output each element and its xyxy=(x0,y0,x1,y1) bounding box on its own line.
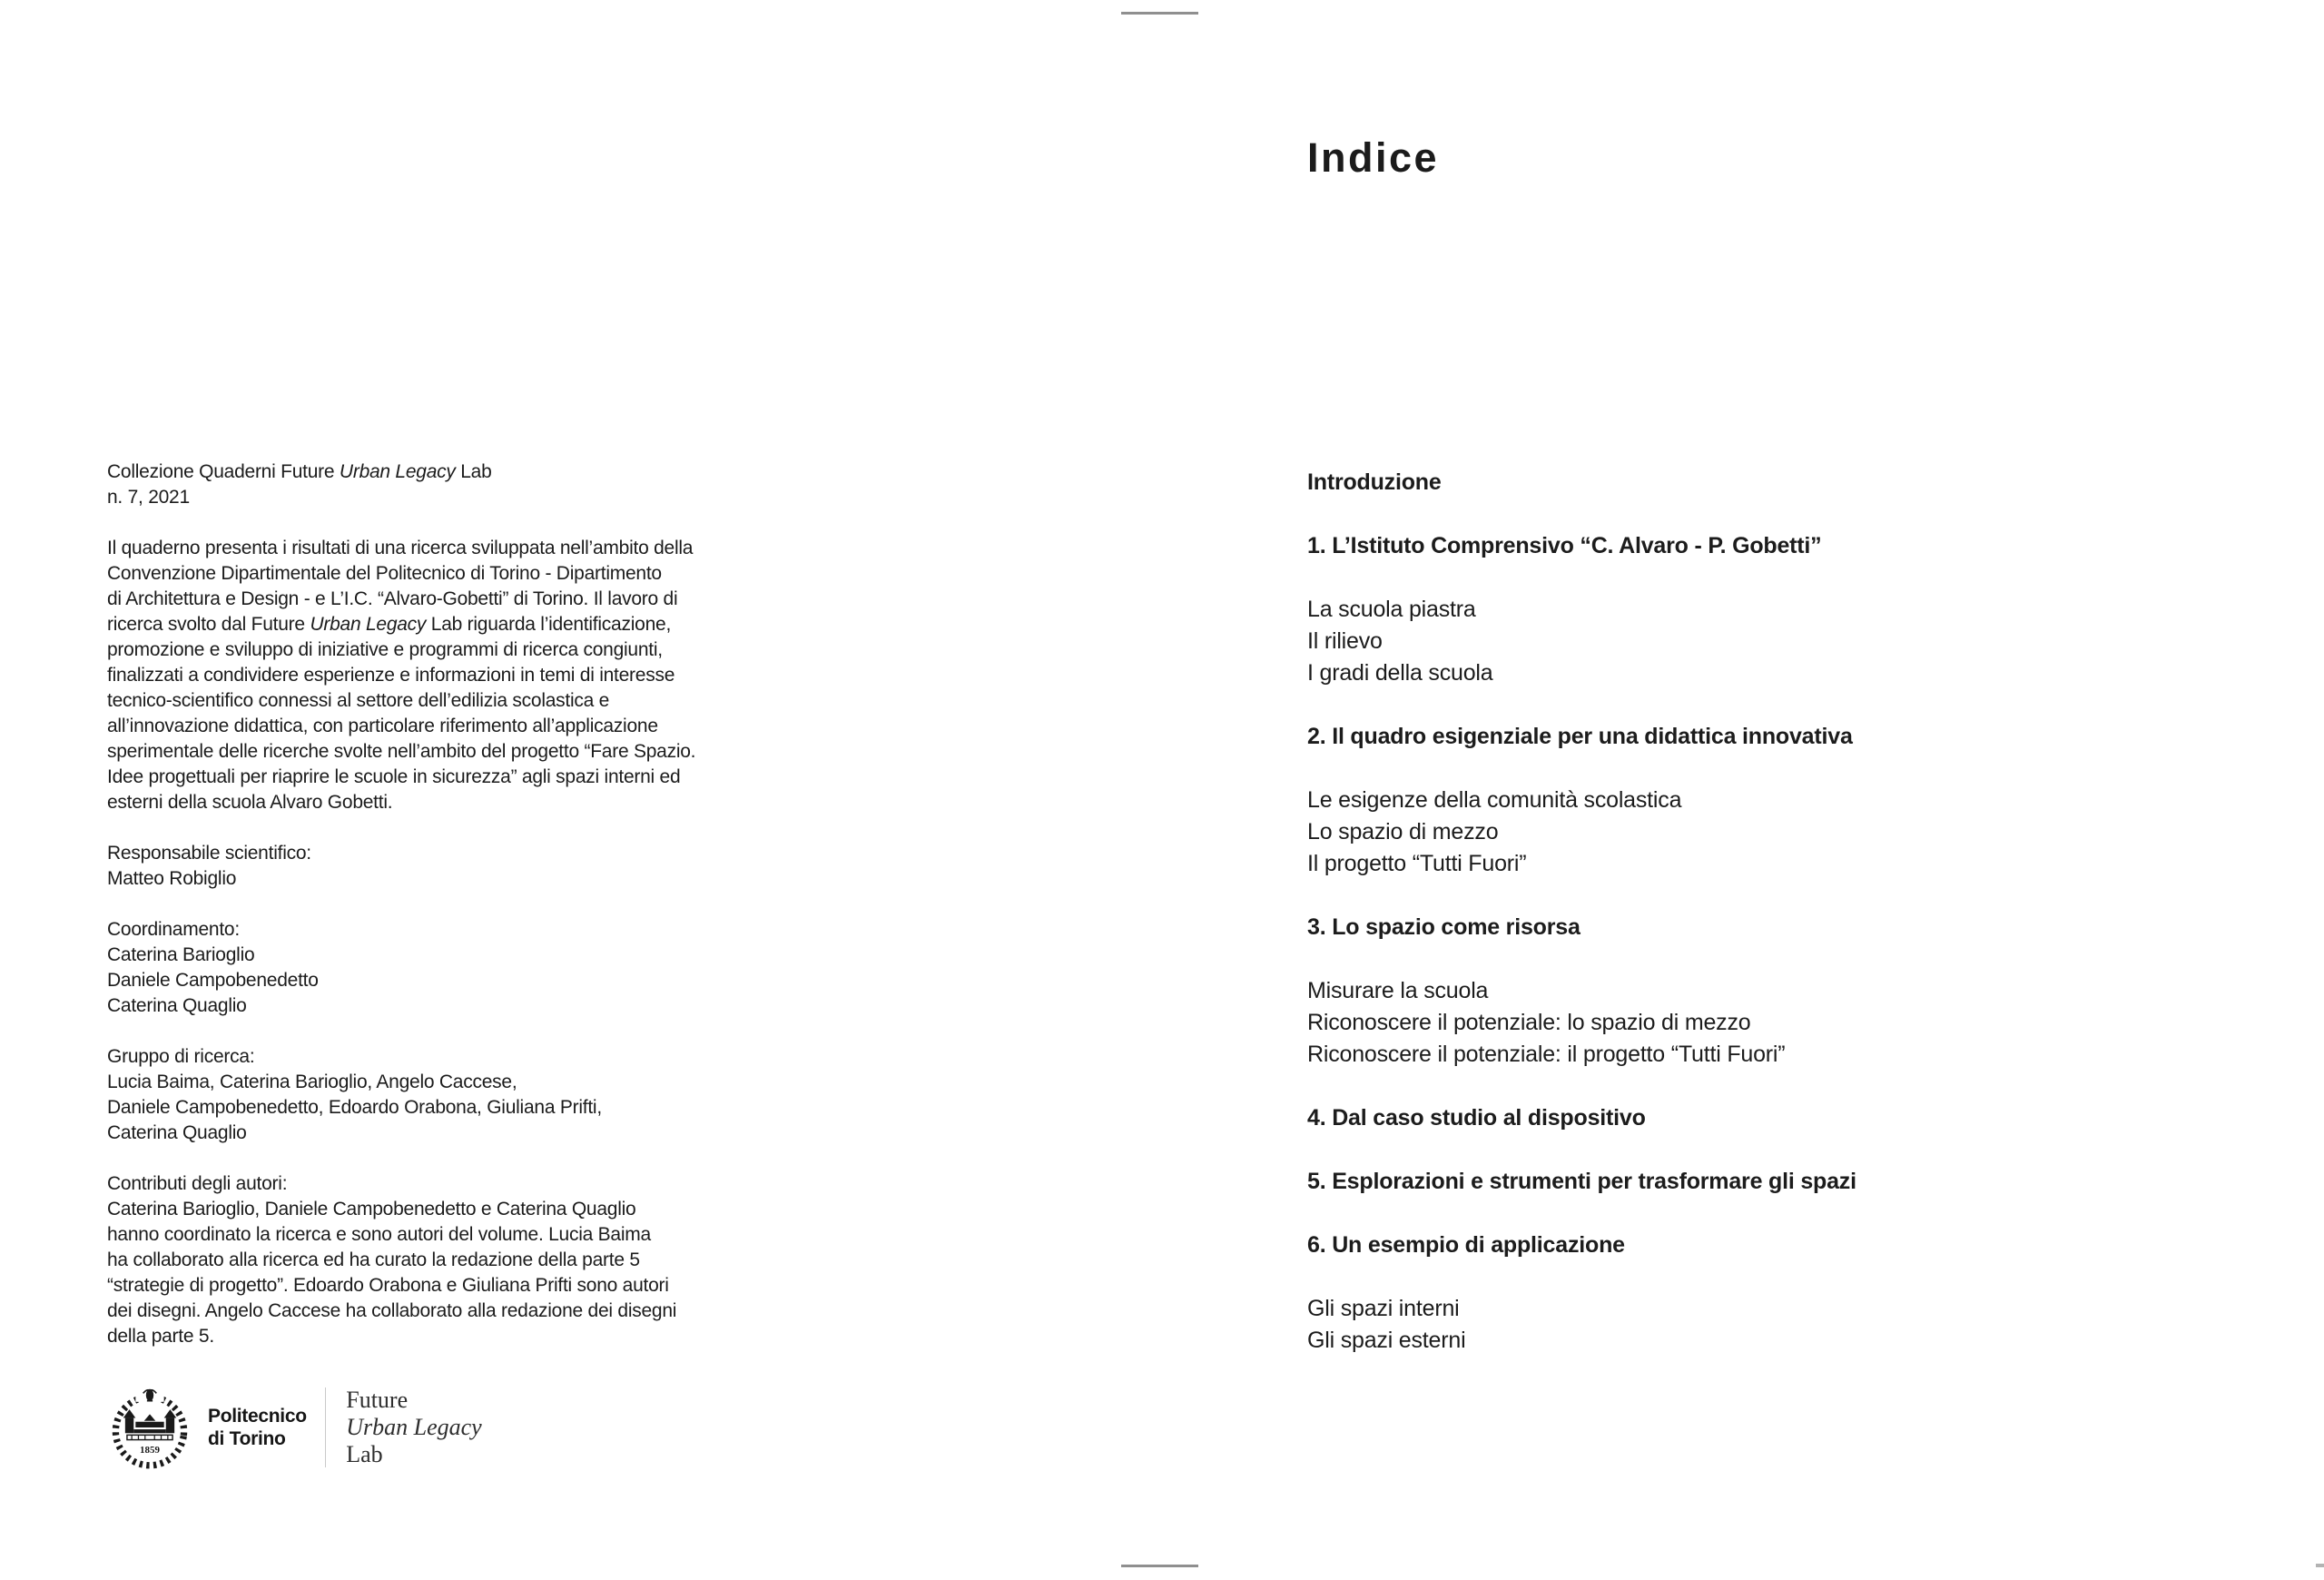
index-heading-introduzione: Introduzione xyxy=(1307,469,1442,495)
index-list xyxy=(1307,467,2215,1357)
coordination-name: Daniele Campobenedetto xyxy=(107,970,319,991)
abstract-line: Il quaderno presenta i risultati di una ricerca sviluppata nell’ambito della xyxy=(107,538,694,558)
index-heading-6: 6. Un esempio di applicazione xyxy=(1307,1232,1625,1258)
contributions-line: dei disegni. Angelo Caccese ha collaborato alla redazione dei disegni xyxy=(107,1300,677,1321)
scientific-lead-name: Matteo Robiglio xyxy=(107,868,237,889)
abstract-line: finalizzati a condividere esperienze e informazioni in temi di interesse xyxy=(107,665,675,686)
index-heading-5: 5. Esplorazioni e strumenti per trasformare gli spazi xyxy=(1307,1169,1856,1194)
coordination-name: Caterina Quaglio xyxy=(107,995,247,1016)
index-item: Gli spazi esterni xyxy=(1307,1328,1466,1353)
lab-name-line: Urban Legacy xyxy=(346,1414,482,1440)
research-group-label: Gruppo di ricerca: xyxy=(107,1046,255,1067)
collection-block xyxy=(107,459,924,510)
colophon-text xyxy=(107,459,924,1349)
index-items-1 xyxy=(1307,594,2215,689)
abstract-line: ricerca svolto dal Future Urban Legacy Lab riguarda l’identificazione, xyxy=(107,614,672,635)
scientific-lead-block xyxy=(107,841,924,892)
contributions-line: “strategie di progetto”. Edoardo Orabona e Giuliana Prifti sono autori xyxy=(107,1275,669,1296)
research-group-line: Lucia Baima, Caterina Barioglio, Angelo Caccese, xyxy=(107,1071,517,1092)
issue-line: n. 7, 2021 xyxy=(107,487,190,508)
lab-name-line: Future xyxy=(346,1387,409,1413)
contributions-label: Contributi degli autori: xyxy=(107,1173,288,1194)
scientific-lead-label: Responsabile scientifico: xyxy=(107,843,311,864)
index-item: Gli spazi interni xyxy=(1307,1296,1460,1321)
index-heading-4: 4. Dal caso studio al dispositivo xyxy=(1307,1105,1646,1131)
index-items-2 xyxy=(1307,785,2215,880)
index-items-6 xyxy=(1307,1293,2215,1357)
research-group-block xyxy=(107,1044,924,1146)
abstract-line: tecnico-scientifico connessi al settore dell’edilizia scolastica e xyxy=(107,690,610,711)
research-group-line: Daniele Campobenedetto, Edoardo Orabona, Giuliana Prifti, xyxy=(107,1097,602,1118)
politecnico-di-torino-logo xyxy=(107,1382,482,1473)
index-item: I gradi della scuola xyxy=(1307,660,1493,686)
index-item: Riconoscere il potenziale: il progetto “Tutti Fuori” xyxy=(1307,1042,1786,1067)
index-item: La scuola piastra xyxy=(1307,597,1476,622)
index-item: Il rilievo xyxy=(1307,628,1383,654)
index-heading-3: 3. Lo spazio come risorsa xyxy=(1307,914,1581,940)
abstract-line: esterni della scuola Alvaro Gobetti. xyxy=(107,792,393,813)
collection-line: Collezione Quaderni Future Urban Legacy Lab xyxy=(107,461,492,482)
page-title: Indice xyxy=(1307,134,1440,181)
right-edge-mark xyxy=(2316,1564,2324,1567)
index-heading-1: 1. L’Istituto Comprensivo “C. Alvaro - P. Gobetti” xyxy=(1307,533,1822,558)
abstract-line: di Architettura e Design - e L’I.C. “Alvaro-Gobetti” di Torino. Il lavoro di xyxy=(107,588,678,609)
research-group-line: Caterina Quaglio xyxy=(107,1122,247,1143)
abstract-block xyxy=(107,536,924,815)
coordination-name: Caterina Barioglio xyxy=(107,944,255,965)
index-item: Le esigenze della comunità scolastica xyxy=(1307,787,1682,813)
contributions-line: hanno coordinato la ricerca e sono autori del volume. Lucia Baima xyxy=(107,1224,651,1245)
contributions-block xyxy=(107,1171,924,1349)
contributions-line: della parte 5. xyxy=(107,1326,214,1347)
index-heading-2: 2. Il quadro esigenziale per una didattica innovativa xyxy=(1307,724,1853,749)
index-item: Lo spazio di mezzo xyxy=(1307,819,1499,844)
university-name xyxy=(208,1405,307,1450)
university-name-line: Politecnico xyxy=(208,1406,307,1427)
contributions-line: ha collaborato alla ricerca ed ha curato la redazione della parte 5 xyxy=(107,1249,640,1270)
coordination-label: Coordinamento: xyxy=(107,919,240,940)
bottom-center-fold-mark xyxy=(1121,1565,1198,1567)
index-item: Riconoscere il potenziale: lo spazio di mezzo xyxy=(1307,1010,1751,1035)
university-name-line: di Torino xyxy=(208,1428,286,1449)
contributions-line: Caterina Barioglio, Daniele Campobenedetto e Caterina Quaglio xyxy=(107,1199,636,1220)
abstract-line: promozione e sviluppo di iniziative e programmi di ricerca congiunti, xyxy=(107,639,663,660)
index-page xyxy=(1307,134,2215,1357)
seal-year: 1859 xyxy=(140,1445,160,1457)
lab-name xyxy=(346,1387,481,1468)
index-item: Il progetto “Tutti Fuori” xyxy=(1307,851,1527,876)
top-center-fold-mark xyxy=(1121,12,1198,15)
lab-name-line: Lab xyxy=(346,1441,383,1467)
abstract-line: Idee progettuali per riaprire le scuole in sicurezza” agli spazi interni ed xyxy=(107,766,681,787)
logo-divider xyxy=(325,1387,327,1467)
coordination-block xyxy=(107,917,924,1019)
index-item: Misurare la scuola xyxy=(1307,978,1489,1003)
index-items-3 xyxy=(1307,975,2215,1071)
abstract-line: Convenzione Dipartimentale del Politecnico di Torino - Dipartimento xyxy=(107,563,662,584)
abstract-line: sperimentale delle ricerche svolte nell’ambito del progetto “Fare Spazio. xyxy=(107,741,696,762)
politecnico-seal-icon xyxy=(107,1385,192,1470)
abstract-line: all’innovazione didattica, con particolare riferimento all’applicazione xyxy=(107,716,658,736)
